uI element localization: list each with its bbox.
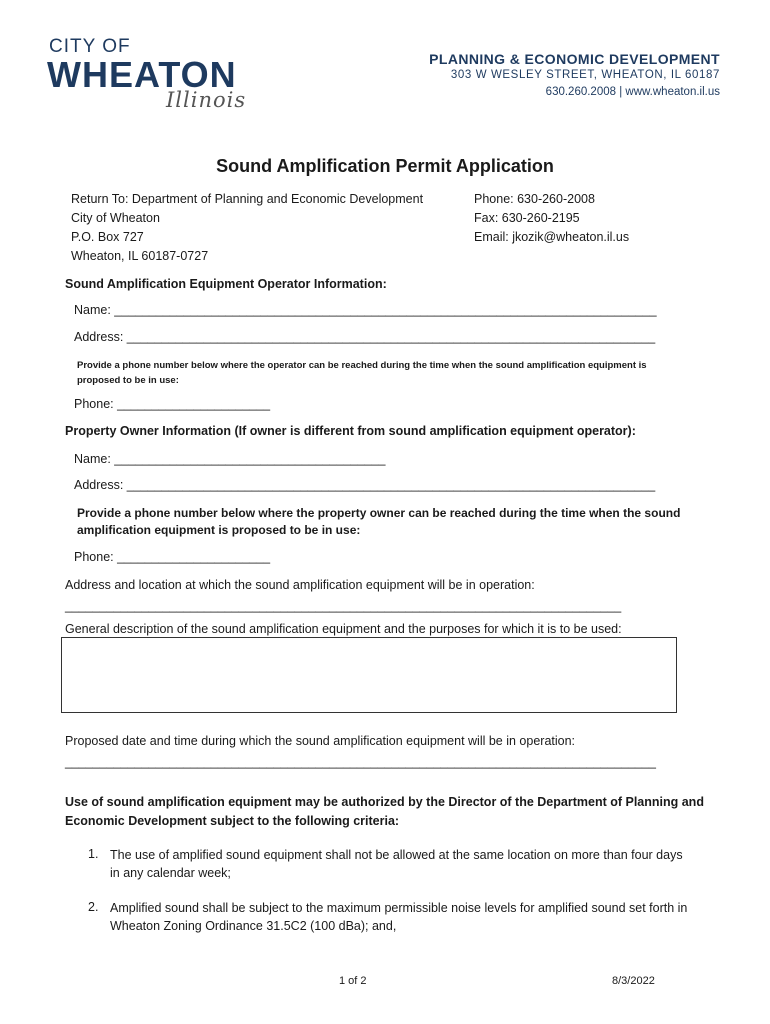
operator-heading: Sound Amplification Equipment Operator Information:: [65, 277, 387, 291]
operator-name-field[interactable]: Name: ______________________________________________________________________________: [74, 303, 657, 317]
header-contact: 630.260.2008 | www.wheaton.il.us: [545, 86, 720, 98]
contact-email: Email: jkozik@wheaton.il.us: [474, 230, 630, 244]
owner-phone-note: Provide a phone number below where the property owner can be reached during the time when the sound: [77, 506, 681, 520]
return-to-zip: Wheaton, IL 60187-0727: [71, 249, 209, 263]
logo-city-of: CITY OF: [49, 36, 131, 57]
criteria-item-number: 1.: [88, 847, 99, 861]
criteria-item-text-2: Wheaton Zoning Ordinance 31.5C2 (100 dBa); and,: [110, 919, 397, 933]
return-to-pobox: P.O. Box 727: [71, 230, 144, 244]
location-label: Address and location at which the sound amplification equipment will be in operation:: [65, 578, 535, 592]
criteria-intro: Use of sound amplification equipment may be authorized by the Director of the Department of Planning and: [65, 795, 704, 809]
owner-phone-field[interactable]: Phone: ______________________: [74, 550, 271, 564]
contact-fax: Fax: 630-260-2195: [474, 211, 580, 225]
criteria-item-text: Amplified sound shall be subject to the maximum permissible noise levels for amplified sound set forth in: [110, 901, 688, 915]
operator-phone-field[interactable]: Phone: ______________________: [74, 397, 271, 411]
page-number: 1 of 2: [339, 975, 367, 987]
owner-name-field[interactable]: Name: _______________________________________: [74, 452, 386, 466]
header-department: PLANNING & ECONOMIC DEVELOPMENT: [429, 51, 720, 67]
proposed-datetime-label: Proposed date and time during which the sound amplification equipment will be in operation:: [65, 734, 576, 748]
return-to-line: Return To: Department of Planning and Economic Development: [71, 192, 424, 206]
owner-phone-note-2: amplification equipment is proposed to be in use:: [77, 523, 361, 537]
criteria-item-text-2: in any calendar week;: [110, 866, 231, 880]
operator-phone-note: Provide a phone number below where the operator can be reached during the time when the sound amplification equipment is: [77, 360, 647, 371]
logo-wheaton: WHEATON: [47, 54, 237, 95]
criteria-item-number: 2.: [88, 900, 99, 914]
page-title: Sound Amplification Permit Application: [216, 156, 554, 176]
location-field[interactable]: ________________________________________________________________________________: [65, 599, 622, 613]
owner-heading: Property Owner Information (If owner is different from sound amplification equipment operator):: [65, 424, 636, 438]
owner-address-field[interactable]: Address: ____________________________________________________________________________: [74, 478, 656, 492]
criteria-item-text: The use of amplified sound equipment shall not be allowed at the same location on more than four days: [110, 848, 683, 862]
proposed-datetime-field[interactable]: _____________________________________________________________________________________: [65, 755, 656, 769]
operator-address-field[interactable]: Address: ____________________________________________________________________________: [74, 330, 656, 344]
footer-date: 8/3/2022: [612, 975, 655, 987]
contact-phone: Phone: 630-260-2008: [474, 192, 595, 206]
criteria-intro-2: Economic Development subject to the following criteria:: [65, 814, 400, 828]
logo-illinois: Illinois: [166, 88, 247, 112]
return-to-city: City of Wheaton: [71, 211, 160, 225]
header-address: 303 W WESLEY STREET, WHEATON, IL 60187: [450, 69, 720, 81]
description-label: General description of the sound amplification equipment and the purposes for which it is to be used:: [65, 622, 622, 636]
operator-phone-note-2: proposed to be in use:: [77, 375, 179, 386]
description-textarea[interactable]: [61, 637, 677, 713]
